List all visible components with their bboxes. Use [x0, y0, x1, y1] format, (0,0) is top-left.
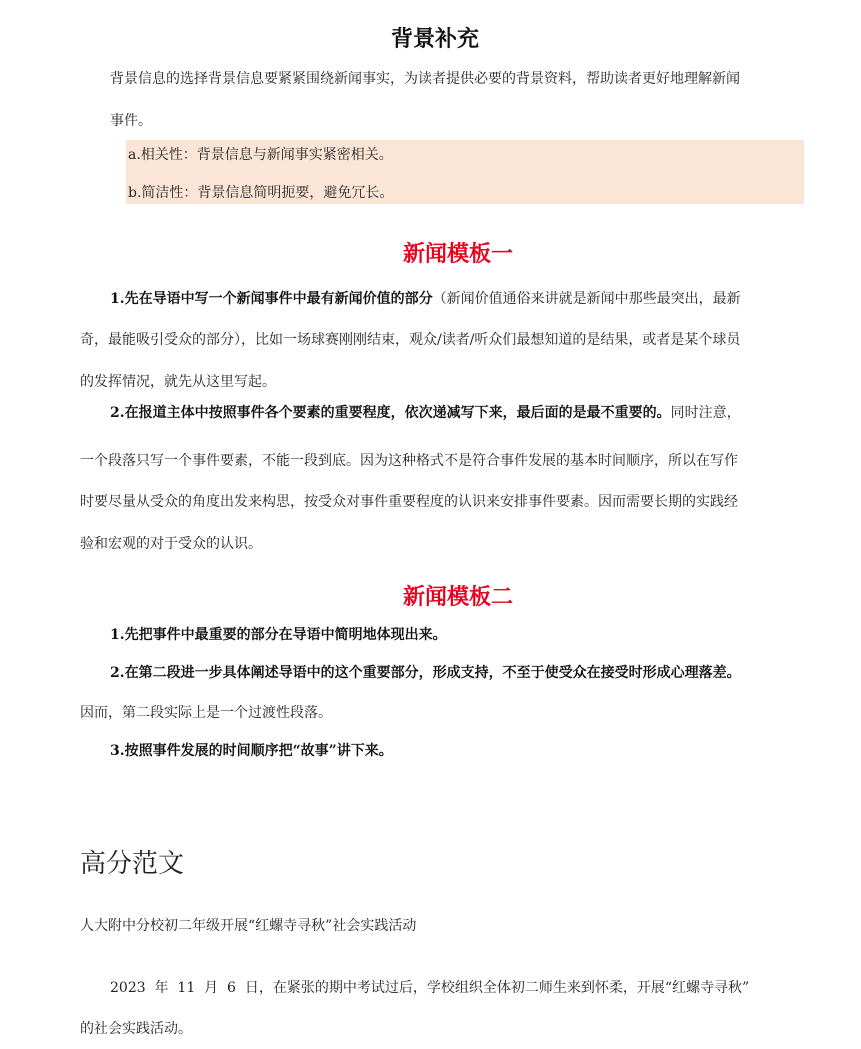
background-intro-line-2: 事件。: [110, 113, 152, 129]
template1-p1-line-2: 奇，最能吸引受众的部分），比如一场球赛刚刚结束，观众/读者/听众们最想知道的是结果，或者是某个球员: [80, 332, 741, 348]
template1-p1-line-1: [110, 290, 741, 308]
template2-p3: 3.按照事件发展的时间顺序把“故事”讲下来。: [110, 743, 393, 759]
section-title-template-2: 新闻模板二: [403, 585, 514, 610]
template1-p2-line-3: 时要尽量从受众的角度出发来构思，按受众对事件重要程度的认识来安排事件要素。因而需要长期的实践经: [80, 494, 738, 510]
template1-p2-rest: 同时注意，: [670, 405, 741, 421]
template1-p1-rest: （新闻价值通俗来讲就是新闻中那些最突出，最新: [432, 291, 741, 307]
section-title-template-1: 新闻模板一: [403, 242, 514, 267]
template1-p2-bold: 2.在报道主体中按照事件各个要素的重要程度，依次递减写下来，最后面的是最不重要的。: [110, 405, 671, 421]
sample-article-title: 人大附中分校初二年级开展“红螺寺寻秋”社会实践活动: [80, 918, 417, 934]
template1-p2-line-1: [110, 404, 741, 422]
template1-p1-bold: 1.先在导语中写一个新闻事件中最有新闻价值的部分: [110, 291, 433, 307]
template1-p2-line-2: 一个段落只写一个事件要素，不能一段到底。因为这种格式不是符合事件发展的基本时间顺序，所以在写作: [80, 453, 738, 469]
background-point-b: b.简洁性：背景信息简明扼要，避免冗长。: [128, 185, 394, 201]
template2-p2-line-1: 2.在第二段进一步具体阐述导语中的这个重要部分，形成支持，不至于使受众在接受时形成心理落差。: [110, 665, 741, 681]
template2-p2-line-2: 因而，第二段实际上是一个过渡性段落。: [80, 705, 332, 721]
section-title-background: 背景补充: [391, 27, 480, 52]
template2-p1: 1.先把事件中最重要的部分在导语中简明地体现出来。: [110, 627, 447, 643]
background-intro-line-1: 背景信息的选择背景信息要紧紧围绕新闻事实，为读者提供必要的背景资料，帮助读者更好地理解新闻: [110, 71, 740, 87]
sample-p1-line-2: 的社会实践活动。: [80, 1021, 192, 1037]
template1-p1-line-3: 的发挥情况，就先从这里写起。: [80, 374, 276, 390]
template1-p2-line-4: 验和宏观的对于受众的认识。: [80, 536, 262, 552]
background-point-a: a.相关性：背景信息与新闻事实紧密相关。: [128, 147, 393, 163]
sample-heading: 高分范文: [80, 849, 185, 879]
sample-p1-line-1: 2023 年 11 月 6 日，在紧张的期中考试过后，学校组织全体初二师生来到怀柔，开展“红螺寺寻秋”: [110, 980, 750, 996]
